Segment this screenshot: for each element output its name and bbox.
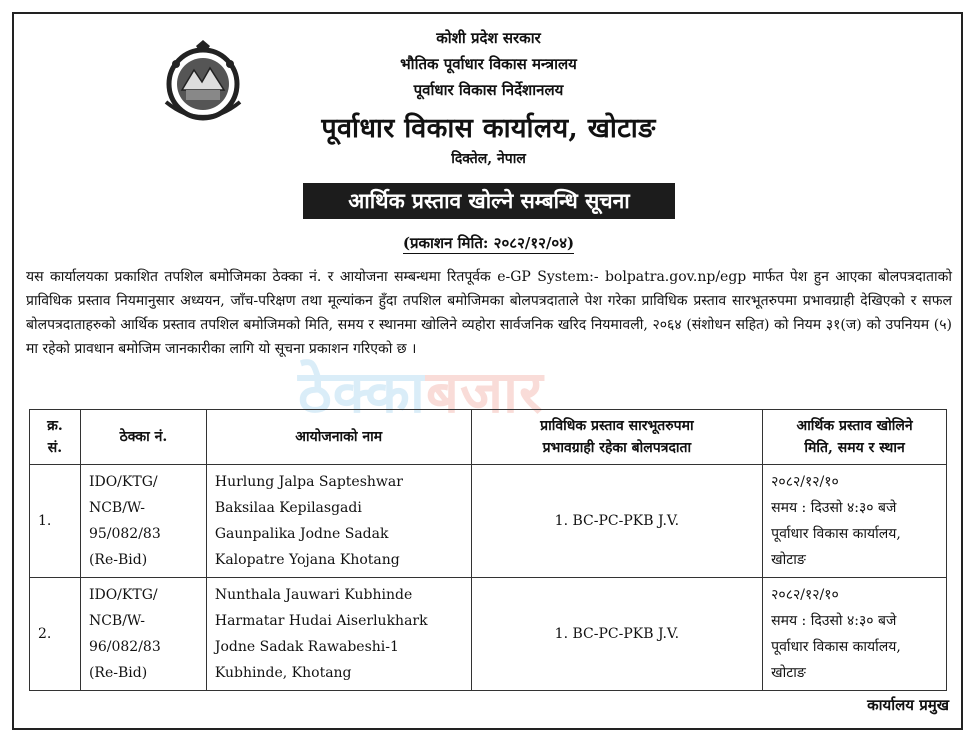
row-contract-number — [80, 578, 206, 691]
row-opening-details — [763, 465, 947, 578]
project-line: Gaunpalika Jodne Sadak — [214, 526, 389, 542]
header-serial-line-1: क्र. — [47, 418, 63, 434]
header-opening-details — [763, 410, 947, 465]
contract-line: 95/082/83 — [88, 526, 161, 542]
row-bidder: 1. BC-PC-PKB J.V. — [471, 578, 763, 691]
watermark-part-2: बजार — [425, 358, 544, 426]
office-location: दिक्तेल, नेपाल — [451, 151, 526, 167]
opening-time: समय : दिउसो ४:३० बजे — [771, 500, 897, 516]
header-serial-number — [30, 410, 81, 465]
header-bidder-line-1: प्राविधिक प्रस्ताव सारभूतरुपमा — [540, 418, 694, 434]
province-government-heading: कोशी प्रदेश सरकार — [436, 29, 541, 47]
header-project-name: आयोजनाको नाम — [206, 410, 471, 465]
project-line: Nunthala Jauwari Kubhinde — [214, 587, 413, 603]
row-contract-number — [80, 465, 206, 578]
opening-place: पूर्वाधार विकास कार्यालय, — [771, 639, 901, 655]
row-serial-number: 2. — [30, 578, 81, 691]
header-serial-line-2: सं. — [47, 440, 63, 456]
header-bidder-line-2: प्रभावग्राही रहेका बोलपत्रदाता — [542, 440, 692, 456]
project-line: Kalopatre Yojana Khotang — [214, 552, 400, 568]
contract-line: IDO/KTG/ — [88, 474, 158, 490]
contract-line: (Re-Bid) — [88, 665, 148, 681]
contract-line: IDO/KTG/ — [88, 587, 158, 603]
header-bidder — [471, 410, 763, 465]
contract-line: (Re-Bid) — [88, 552, 148, 568]
notice-title: आर्थिक प्रस्ताव खोल्ने सम्बन्धि सूचना — [303, 183, 675, 219]
project-line: Harmatar Hudai Aiserlukhark — [214, 613, 428, 629]
notice-body-text: यस कार्यालयका प्रकाशित तपशिल बमोजिमका ठेक्का नं. र आयोजना सम्बन्धमा रितपूर्वक e-GP System:- bolpatra.gov.np/egp मार्फत पेश हुन आएका बोलपत्रदाताको प्राविधिक प्रस्ताव नियमानुसार अध्ययन, जाँच-परिक्षण तथा मूल्यांकन हुँदा तपशिल बमोजिमका बोलपत्रदाताले पेश गरेका प्राविधिक प्रस्ताव सारभूतरुपमा प्रभावग्राही देखिएको र सफल बोलपत्रदाताहरुको आर्थिक प्रस्ताव तपशिल बमोजिमको मिति, समय र स्थानमा खोलिने व्यहोरा सार्वजनिक खरिद नियमावली, २०६४ (संशोधन सहित) को नियम ३१(ज) को उपनियम (५) मा रहेको प्रावधान बमोजिम जानकारीका लागि यो सूचना प्रकाशन गरिएको छ । — [26, 269, 952, 357]
row-bidder: 1. BC-PC-PKB J.V. — [471, 465, 763, 578]
office-name-heading: पूर्वाधार विकास कार्यालय, खोटाङ — [321, 113, 656, 144]
ministry-heading: भौतिक पूर्वाधार विकास मन्त्रालय — [400, 55, 577, 73]
opening-place: पूर्वाधार विकास कार्यालय, — [771, 526, 901, 542]
publish-date-text: (प्रकाशन मिति: २०८२/१२/०४) — [402, 234, 575, 252]
contract-line: 96/082/83 — [88, 639, 161, 655]
opening-place-district: खोटाङ — [771, 665, 806, 681]
opening-date: २०८२/१२/१० — [771, 474, 839, 490]
table-header-row — [30, 410, 947, 465]
project-line: Baksilaa Kepilasgadi — [214, 500, 362, 516]
opening-time: समय : दिउसो ४:३० बजे — [771, 613, 897, 629]
publish-date — [0, 233, 977, 253]
opening-place-district: खोटाङ — [771, 552, 806, 568]
project-line: Kubhinde, Khotang — [214, 665, 352, 681]
directorate-heading: पूर्वाधार विकास निर्देशानलय — [413, 81, 564, 99]
project-line: Jodne Sadak Rawabeshi-1 — [214, 639, 399, 655]
row-opening-details — [763, 578, 947, 691]
header-contract-number: ठेक्का नं. — [80, 410, 206, 465]
header-opening-line-2: मिति, समय र स्थान — [804, 440, 905, 456]
table-row — [30, 465, 947, 578]
office-chief-signature-label: कार्यालय प्रमुख — [867, 696, 949, 714]
header-opening-line-1: आर्थिक प्रस्ताव खोलिने — [796, 418, 913, 434]
tender-table — [29, 409, 947, 691]
row-project-name — [206, 465, 471, 578]
project-line: Hurlung Jalpa Sapteshwar — [214, 474, 403, 490]
table-row — [30, 578, 947, 691]
watermark-part-1: ठेक्का — [298, 358, 426, 426]
row-project-name — [206, 578, 471, 691]
row-serial-number: 1. — [30, 465, 81, 578]
opening-date: २०८२/१२/१० — [771, 587, 839, 603]
contract-line: NCB/W- — [88, 613, 146, 629]
contract-line: NCB/W- — [88, 500, 146, 516]
